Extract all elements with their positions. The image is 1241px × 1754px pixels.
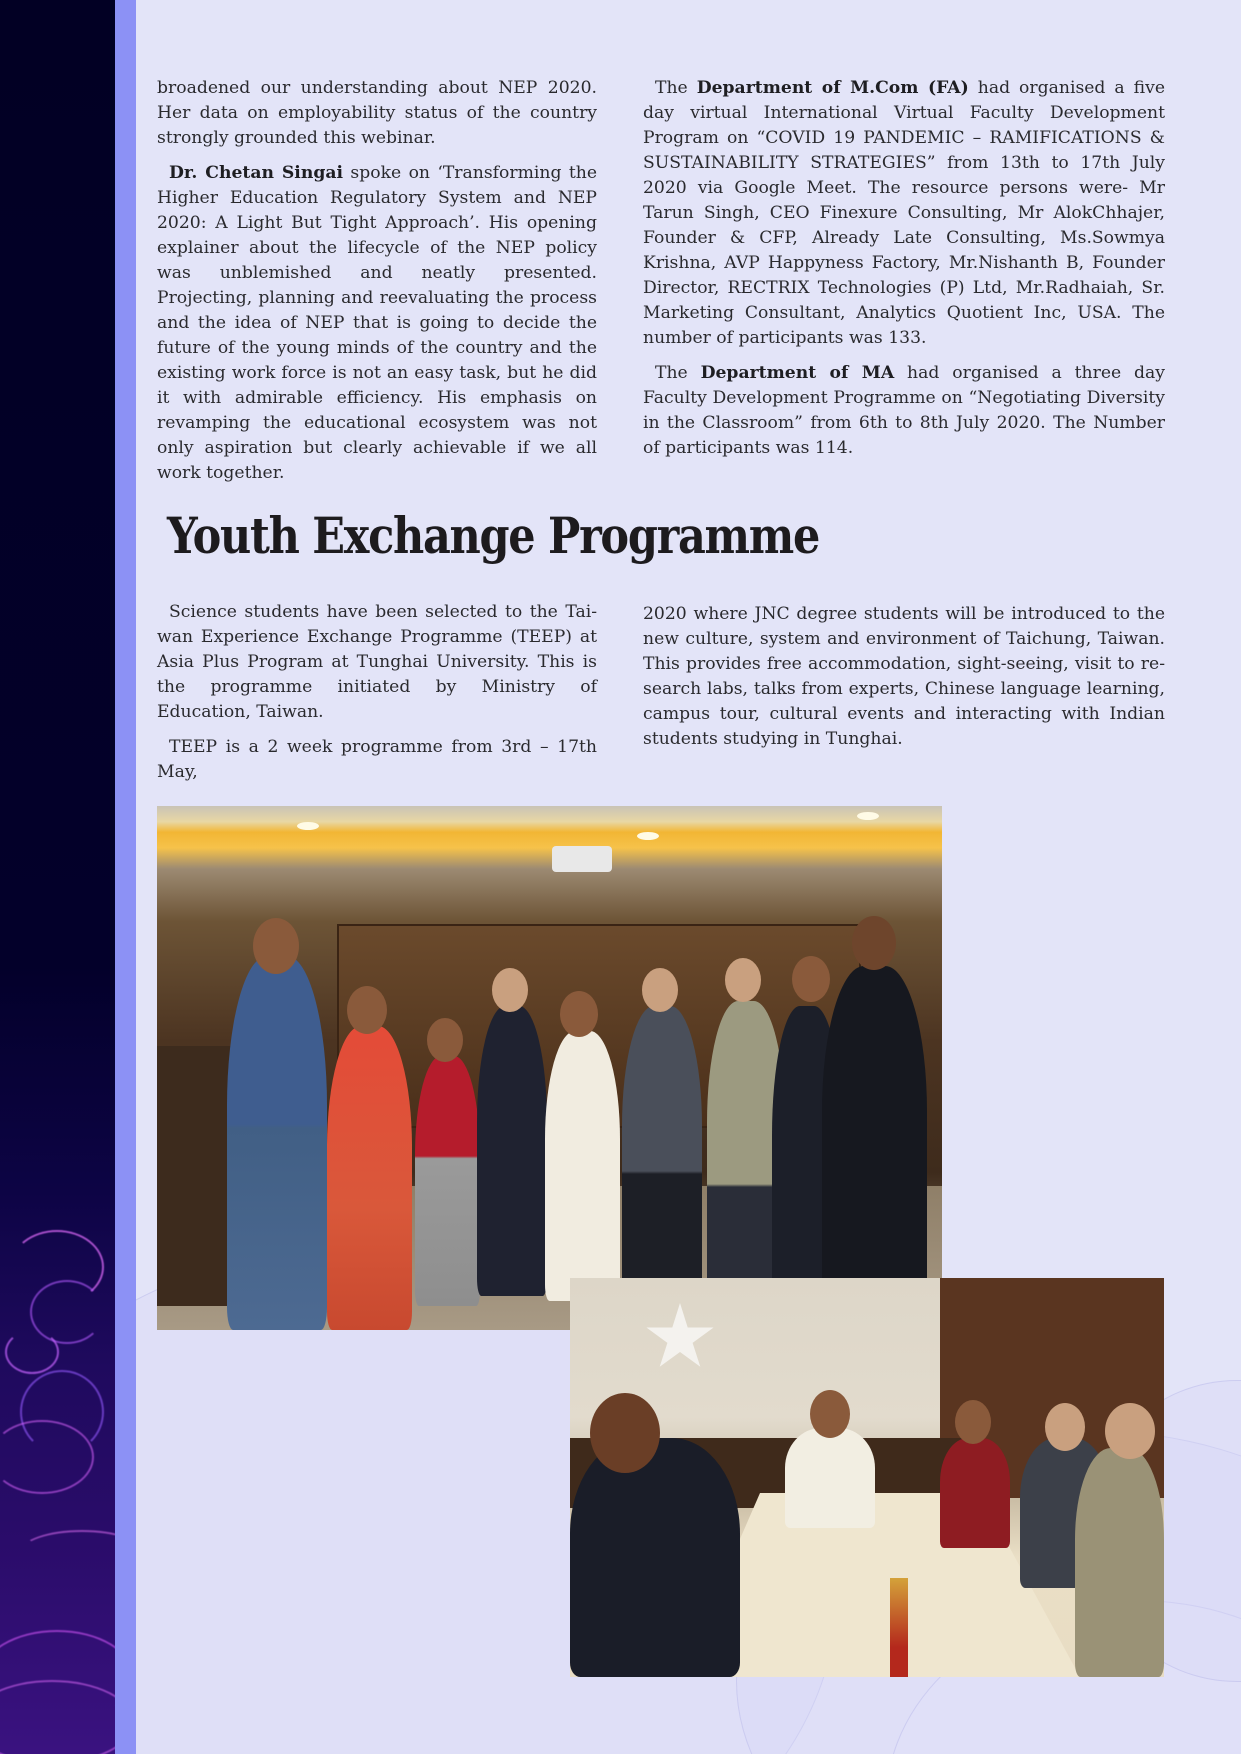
person (570, 1438, 740, 1677)
person (327, 1026, 412, 1330)
person-head (253, 918, 299, 974)
group-photo (157, 806, 942, 1330)
person-head (347, 986, 387, 1034)
swirl-decoration (0, 1680, 115, 1754)
star-decoration (645, 1303, 715, 1373)
person-head (642, 968, 678, 1012)
right-column-top (643, 76, 1165, 471)
right-column-bottom (643, 602, 1165, 762)
paragraph-teep-dates: TEEP is a 2 week programme from 3rd – 17th May, (157, 737, 597, 782)
paragraph-mcom-fdp (643, 76, 1165, 351)
department-name: Department of M.Com (FA) (696, 78, 969, 98)
paragraph-chetan-singai (157, 161, 597, 486)
person (415, 1056, 480, 1306)
left-column-top (157, 76, 597, 496)
person-head (852, 916, 896, 970)
swirl-decoration (20, 1530, 115, 1574)
ceiling-light (637, 832, 659, 840)
swirl-decoration (5, 1330, 59, 1374)
person-head (792, 956, 830, 1002)
person-head (955, 1400, 991, 1444)
swirl-decoration (0, 1420, 94, 1494)
paragraph-prefix: The (655, 363, 701, 383)
person (477, 1006, 547, 1296)
person-head (810, 1390, 850, 1438)
paragraph-text: had organised a five day virtual International Virtual Faculty Development Program on “COVID 19 PANDEMIC – RAMIFICATIONS & SUSTAINABILITY STRATEGIES” from 13th to 17th July 2020 via Google Meet. The resource persons were- Mr Tarun Singh, CEO Finexure Consulting, Mr AlokChhajer, Founder & CFP, Already Late Consulting, Ms.Sowmya Krishna, AVP Happyness Factory, Mr.Nishanth B, Founder Director, RECTRIX Technologies (P) Ltd, Mr.Radhaiah, Sr. Marketing Consultant, Analytics Quotient Inc, USA. The number of participants was 133. (643, 78, 1165, 348)
ceiling-light (857, 812, 879, 820)
person (545, 1031, 620, 1301)
paragraph-nep-intro (157, 76, 597, 151)
section-heading: Youth Exchange Programme (167, 506, 820, 565)
person-head (427, 1018, 463, 1062)
left-column-bottom (157, 600, 597, 795)
trophy (890, 1578, 908, 1677)
ceiling-light (297, 822, 319, 830)
projector (552, 846, 612, 872)
person (1075, 1448, 1164, 1677)
paragraph-teep-details: 2020 where JNC degree students will be introduced to the new culture, system and environment of Taichung, Taiwan. This provides free accommodation, sight-seeing, visit to research labs, talks from experts, Chinese language learning, campus tour, cultural events and interacting with Indian students studying in Tunghai. (643, 604, 1165, 749)
paragraph-ma-fdp (643, 361, 1165, 461)
person-head (1045, 1403, 1085, 1451)
paragraph-prefix: The (655, 78, 697, 98)
person-head (560, 991, 598, 1037)
speaker-name: Dr. Chetan Singai (169, 163, 344, 183)
sidebar-stripe (115, 0, 136, 1754)
person-head (590, 1393, 660, 1473)
person-head (725, 958, 761, 1002)
person (940, 1438, 1010, 1548)
paragraph-teep-intro: Science students have been selected to the Taiwan Experience Exchange Programme (TEEP) at Asia Plus Program at Tunghai University. This is the programme initiated by Ministry of Education, Taiwan. (157, 602, 597, 722)
paragraph-text: had organised a three day Faculty Development Programme on “Negotiating Diversity in the Classroom” from 6th to 8th July 2020. The Number of participants was 114. (643, 363, 1166, 458)
paragraph-text: spoke on ‘Transforming the Higher Education Regulatory System and NEP 2020: A Light But Tight Approach’. His opening explainer about the lifecycle of the NEP policy was unblemished and neatly presented. Projecting, planning and reevaluating the process and the idea of NEP that is going to decide the future of the young minds of the country and the existing work force is not an easy task, but he did it with admirable efficiency. His emphasis on revamping the educational ecosystem was not only aspiration but clearly achievable if we all work together. (157, 163, 598, 483)
person (227, 956, 327, 1330)
sidebar-decoration (0, 0, 115, 1754)
department-name: Department of MA (700, 363, 895, 383)
person-head (492, 968, 528, 1012)
meeting-photo (570, 1278, 1164, 1677)
person-head (1105, 1403, 1155, 1459)
person (622, 1006, 702, 1306)
person (785, 1428, 875, 1528)
person (822, 966, 927, 1330)
paragraph-text: broadened our understanding about NEP 2020. Her data on employability status of the country strongly grounded this webinar. (157, 78, 597, 148)
